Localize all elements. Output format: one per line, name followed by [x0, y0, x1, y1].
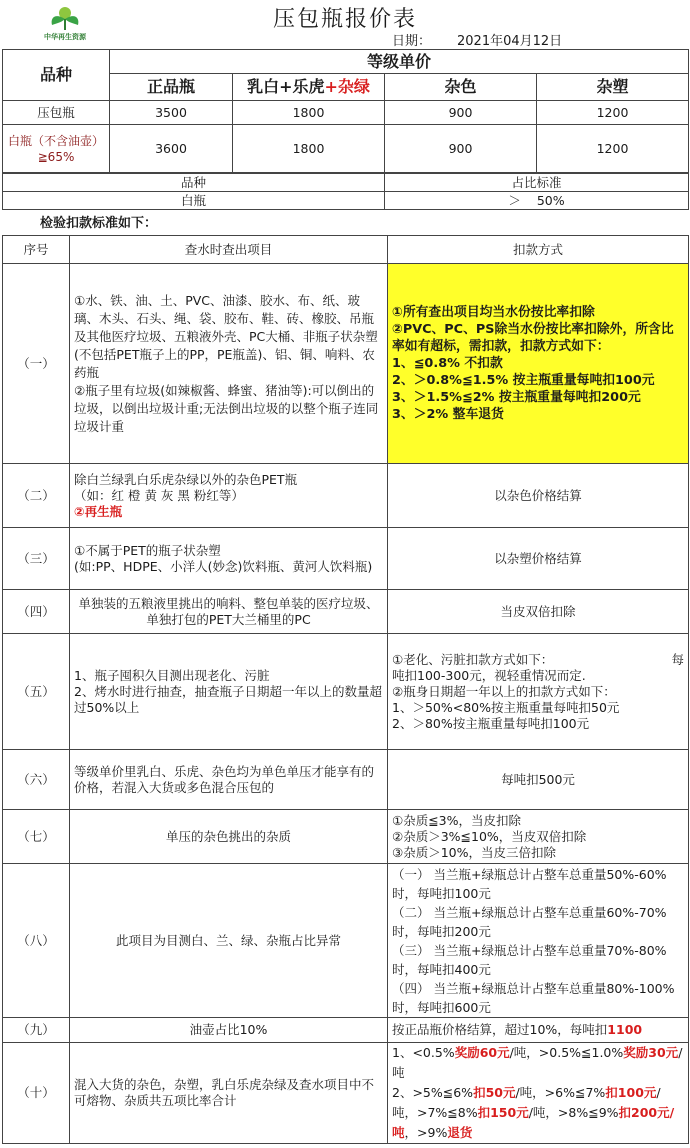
row-no: （六） — [3, 750, 70, 810]
deduction-row — [3, 264, 689, 464]
price-row — [3, 125, 689, 173]
row-name: 白瓶（不含油壶）≧65% — [3, 125, 110, 173]
price-row — [3, 101, 689, 125]
grade-milky-lehu: 乳白+乐虎+杂绿 — [233, 74, 385, 101]
ratio-col1: 品种 — [3, 174, 385, 192]
page-title: 压包瓶报价表 — [272, 7, 417, 32]
price-cell: 900 — [385, 101, 537, 125]
logo-text: 中华再生资源 — [44, 33, 86, 41]
section-title: 检验扣款标准如下： — [40, 216, 158, 231]
deduction-row — [3, 864, 689, 1018]
row-item: 此项目为目测白、兰、绿、杂瓶占比异常 — [70, 864, 388, 1018]
grade-mixed-green: +杂绿 — [324, 77, 370, 96]
row-item: 等级单价里乳白、乐虎、杂色均为单色单压才能享有的价格，若混入大货或多色混合压包的 — [70, 750, 388, 810]
row-method: 当皮双倍扣除 — [388, 590, 689, 634]
date-label: 日期： — [392, 34, 432, 49]
row-no: （四） — [3, 590, 70, 634]
row-item: 单独装的五粮液里挑出的响料、整包单装的医疗垃圾、单独打包的PET大兰桶里的PC — [70, 590, 388, 634]
price-cell: 3500 — [110, 101, 233, 125]
date-line — [392, 30, 562, 49]
row-no: （十） — [3, 1043, 70, 1144]
price-cell: 1200 — [537, 101, 689, 125]
grade-mixed-plastic: 杂塑 — [537, 74, 689, 101]
ratio-col2: 占比标准 — [385, 174, 689, 192]
row-method: 以杂塑价格结算 — [388, 528, 689, 590]
row-method: ①所有查出项目均当水份按比率扣除 ②PVC、PC、PS除当水份按比率扣除外，所含比率如有超标，需扣款，扣款方式如下： 1、≦0.8% 不扣款 2、＞0.8%≦1.5% 按主瓶重量每吨扣100元 3、＞1.5%≦2% 按主瓶重量每吨扣200元 3、＞2% 整车退货 — [388, 264, 689, 464]
variety-header: 品种 — [3, 50, 110, 101]
row-method: 1、<0.5%奖励60元/吨，>0.5%≦1.0%奖励30元/吨 2、>5%≦6%扣50元/吨，>6%≦7%扣100元/吨，>7%≦8%扣150元/吨，>8%≦9%扣200元/吨，>9%退货 — [388, 1043, 689, 1144]
price-cell: 1800 — [233, 125, 385, 173]
row-no: （二） — [3, 464, 70, 528]
row-item: 单压的杂色挑出的杂质 — [70, 810, 388, 864]
date-value: 2021年04月12日 — [457, 34, 563, 49]
deduction-row — [3, 1018, 689, 1043]
price-cell: 1800 — [233, 101, 385, 125]
deduction-row — [3, 1043, 689, 1144]
row-method: 按正品瓶价格结算，超过10%，每吨扣1100 — [388, 1018, 689, 1043]
row-item: ①不属于PET的瓶子状杂塑 (如:PP、HDPE、小洋人(妙念)饮料瓶、黄河人饮料瓶) — [70, 528, 388, 590]
row-no: （五） — [3, 634, 70, 750]
price-table — [2, 49, 689, 173]
grade-genuine: 正品瓶 — [110, 74, 233, 101]
grade-mixed-color: 杂色 — [385, 74, 537, 101]
row-no: （八） — [3, 864, 70, 1018]
row-no: （三） — [3, 528, 70, 590]
ratio-row-name: 白瓶 — [3, 192, 385, 210]
row-item: 1、瓶子囤积久目测出现老化、污脏 2、烤水时进行抽查，抽查瓶子日期超一年以上的数量超过50%以上 — [70, 634, 388, 750]
header-no: 序号 — [3, 236, 70, 264]
deduction-row — [3, 528, 689, 590]
row-method: ①老化、污脏扣款方式如下： 每 吨扣100-300元，视轻重情况而定. ②瓶身日期超一年以上的扣款方式如下： 1、＞50%<80%按主瓶重量每吨扣50元 2、＞80%按主瓶重量每吨扣100元 — [388, 634, 689, 750]
deduction-row — [3, 810, 689, 864]
row-no: （一） — [3, 264, 70, 464]
row-no: （九） — [3, 1018, 70, 1043]
deduction-table — [2, 235, 689, 1144]
ratio-table — [2, 173, 689, 210]
price-cell: 1200 — [537, 125, 689, 173]
row-item: 混入大货的杂色，杂塑，乳白乐虎杂绿及查水项目中不可熔物、杂质共五项比率合计 — [70, 1043, 388, 1144]
deduction-row — [3, 464, 689, 528]
price-cell: 900 — [385, 125, 537, 173]
row-name: 压包瓶 — [3, 101, 110, 125]
row-item: ①水、铁、油、土、PVC、油漆、胶水、布、纸、玻璃、木头、石头、绳、袋、胶布、鞋、砖、橡胶、吊瓶及其他医疗垃圾、五粮液外壳、PC大桶、非瓶子状杂塑(不包括PET瓶子上的PP，PE瓶盖)、铝、铜、响料、农药瓶 ②瓶子里有垃圾(如辣椒酱、蜂蜜、猪油等):可以倒出的垃圾，以倒出垃圾计重;无法倒出垃圾的以整个瓶子连同垃圾计重 — [70, 264, 388, 464]
deduction-row — [3, 634, 689, 750]
grade-header: 等级单价 — [110, 50, 689, 74]
row-method: 每吨扣500元 — [388, 750, 689, 810]
row-method: （一） 当兰瓶+绿瓶总计占整车总重量50%-60%时，每吨扣100元 （二） 当兰瓶+绿瓶总计占整车总重量60%-70%时，每吨扣200元 （三） 当兰瓶+绿瓶总计占整车总重量70%-80%时，每吨扣400元 （四） 当兰瓶+绿瓶总计占整车总重量80%-100%时，每吨扣600元 — [388, 864, 689, 1018]
row-item: 油壶占比10% — [70, 1018, 388, 1043]
header-method: 扣款方式 — [388, 236, 689, 264]
row-item: 除白兰绿乳白乐虎杂绿以外的杂色PET瓶 （如：红 橙 黄 灰 黑 粉红等） ②再生瓶 — [70, 464, 388, 528]
row-no: （七） — [3, 810, 70, 864]
row-method: ①杂质≦3%，当皮扣除 ②杂质＞3%≦10%，当皮双倍扣除 ③杂质＞10%，当皮三倍扣除 — [388, 810, 689, 864]
deduction-row — [3, 590, 689, 634]
deduction-row — [3, 750, 689, 810]
price-cell: 3600 — [110, 125, 233, 173]
recycled-bottle-note: ②再生瓶 — [74, 503, 123, 519]
row-method: 以杂色价格结算 — [388, 464, 689, 528]
ratio-row-value: ＞ 50% — [385, 192, 689, 210]
header-item: 查水时查出项目 — [70, 236, 388, 264]
